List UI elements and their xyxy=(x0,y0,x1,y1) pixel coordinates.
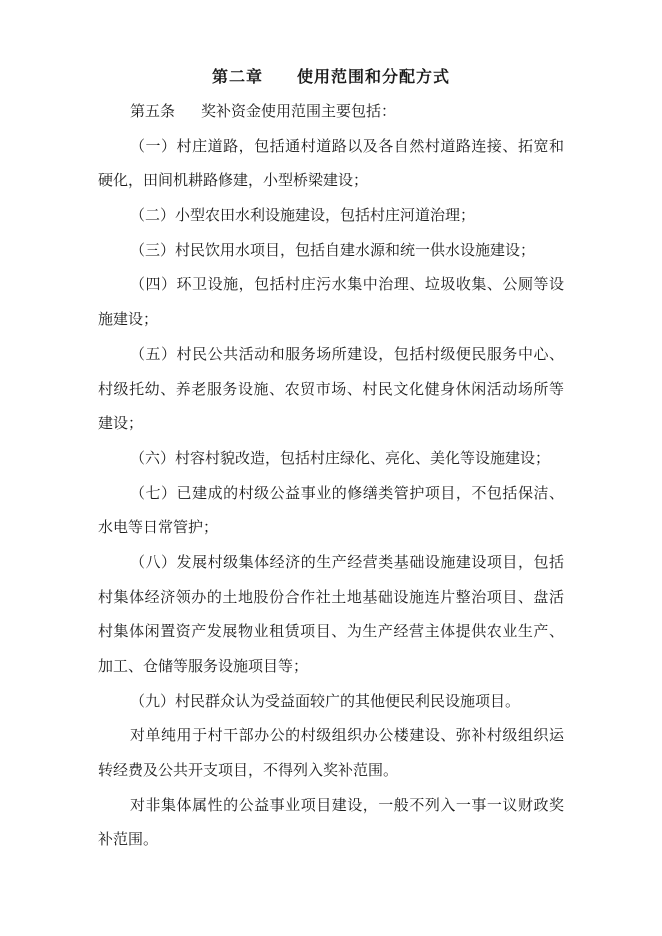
document-body xyxy=(98,98,564,861)
list-item xyxy=(98,133,564,202)
list-item xyxy=(98,341,564,445)
text-line: （八）发展村级集体经济的生产经营类基础设施建设项目，包括 xyxy=(130,552,564,571)
text-line: （九）村民群众认为受益面较广的其他便民利民设施项目。 xyxy=(130,691,521,710)
list-item xyxy=(98,445,564,480)
text-line: （五）村民公共活动和服务场所建设，包括村级便民服务中心、 xyxy=(130,344,564,363)
article-heading xyxy=(98,98,564,133)
list-item xyxy=(98,202,564,237)
text-line: 施建设； xyxy=(98,310,159,329)
text-line: 补范围。 xyxy=(98,830,159,849)
text-line: （四）环卫设施，包括村庄污水集中治理、垃圾收集、公厕等设 xyxy=(130,275,564,294)
text-line: （二）小型农田水利设施建设，包括村庄河道治理； xyxy=(130,206,476,225)
list-item xyxy=(98,480,564,549)
text-line: 村集体经济领办的土地股份合作社土地基础设施连片整治项目、盘活 xyxy=(98,587,564,606)
text-line: 村级托幼、养老服务设施、农贸市场、村民文化健身休闲活动场所等 xyxy=(98,379,564,398)
list-item xyxy=(98,549,564,688)
list-item xyxy=(98,688,564,723)
note-paragraph xyxy=(98,722,564,791)
text-line: （一）村庄道路，包括通村道路以及各自然村道路连接、拓宽和 xyxy=(130,136,564,155)
text-line: 水电等日常管护； xyxy=(98,518,219,537)
chapter-name: 使用范围和分配方式 xyxy=(297,67,451,86)
chapter-title xyxy=(0,64,662,87)
text-line: 加工、仓储等服务设施项目等； xyxy=(98,657,309,675)
text-line: 对单纯用于村干部办公的村级组织办公楼建设、弥补村级组织运 xyxy=(130,726,564,745)
text-line: 村集体闲置资产发展物业租赁项目、为生产经营主体提供农业生产、 xyxy=(98,622,564,641)
chapter-number: 第二章 xyxy=(211,67,263,86)
article-text: 奖补资金使用范围主要包括： xyxy=(201,102,397,120)
text-line: 对非集体属性的公益事业项目建设，一般不列入一事一议财政奖 xyxy=(130,795,564,814)
list-item xyxy=(98,271,564,340)
note-paragraph xyxy=(98,792,564,861)
text-line: （六）村容村貌改造，包括村庄绿化、亮化、美化等设施建设； xyxy=(130,448,551,467)
article-number: 第五条 xyxy=(130,102,176,120)
list-item xyxy=(98,237,564,272)
text-line: （三）村民饮用水项目，包括自建水源和统一供水设施建设； xyxy=(130,240,536,259)
text-line: 硬化，田间机耕路修建，小型桥梁建设； xyxy=(98,171,369,190)
text-line: 建设； xyxy=(98,414,144,433)
text-line: 转经费及公共开支项目，不得列入奖补范围。 xyxy=(98,761,399,780)
text-line: （七）已建成的村级公益事业的修缮类管护项目，不包括保洁、 xyxy=(130,483,564,502)
